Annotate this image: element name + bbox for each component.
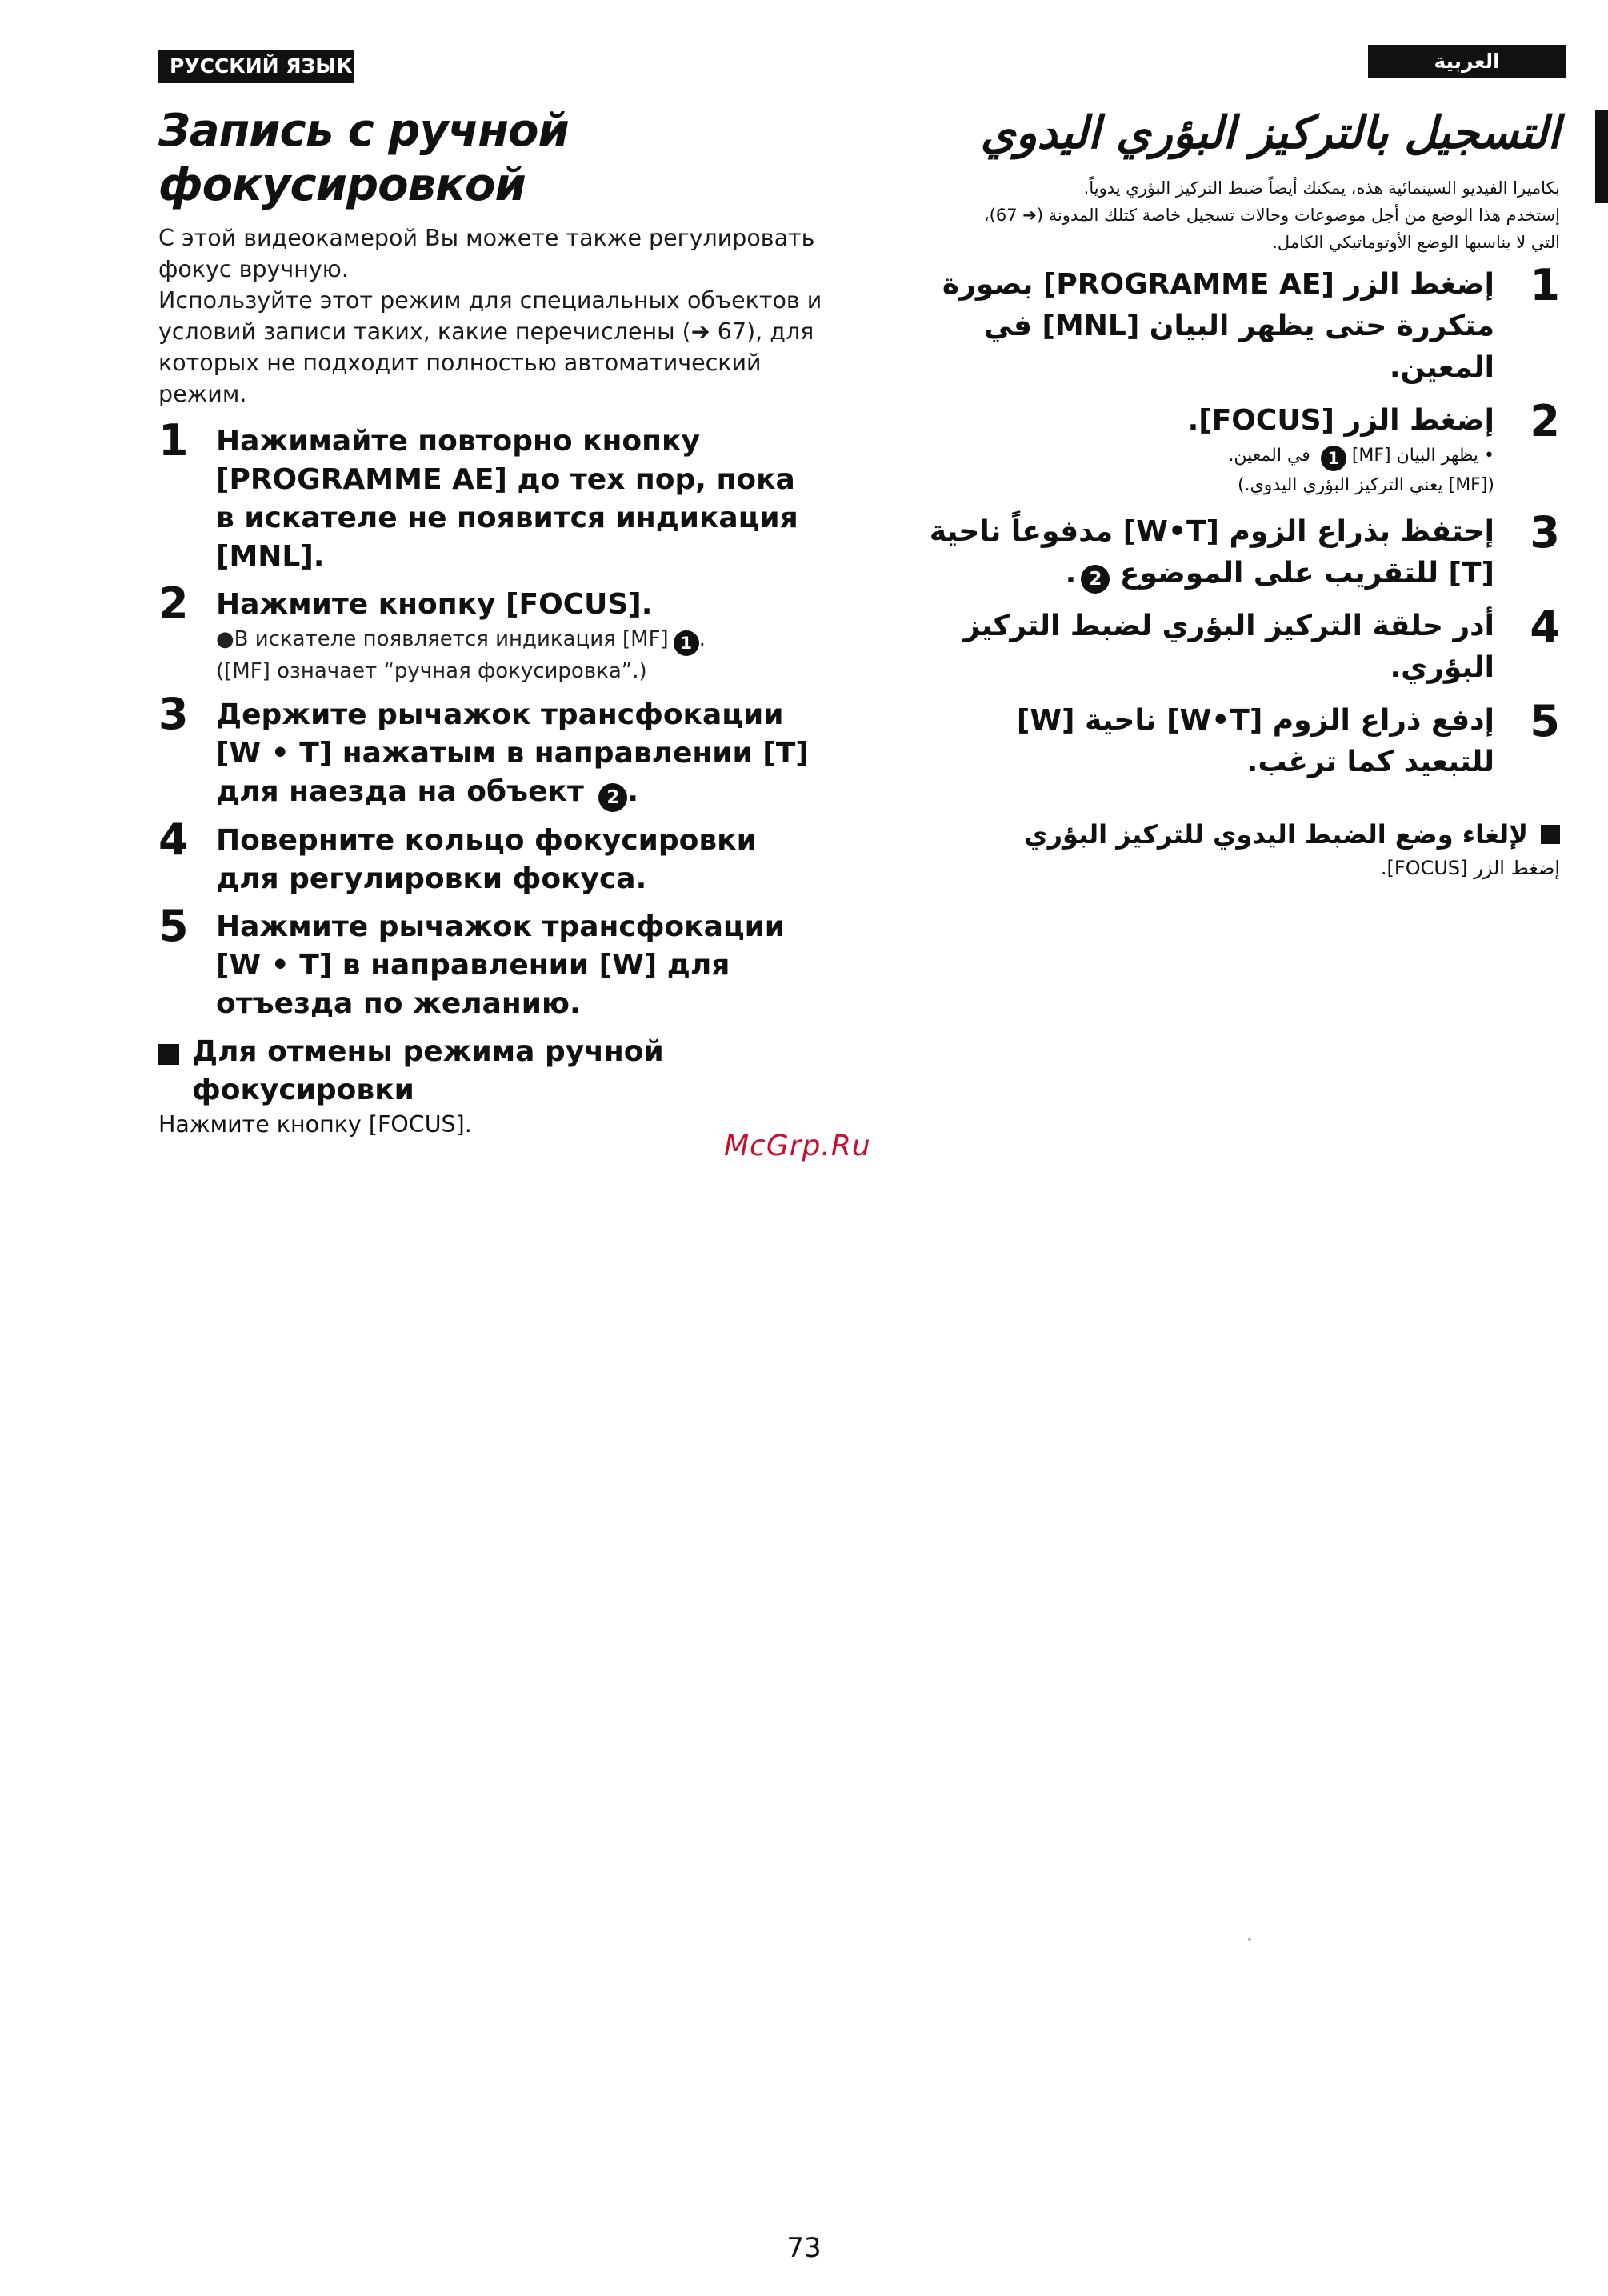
step-text (920, 511, 1494, 594)
step-2 (920, 396, 1560, 500)
step-number: 1 (1530, 260, 1560, 310)
steps-arabic (920, 260, 1560, 783)
scan-speck (1248, 1938, 1251, 1941)
step-number: 2 (1530, 396, 1560, 446)
section-edge-marker (1595, 110, 1608, 203)
callout-2-icon: 2 (598, 783, 627, 812)
step-1 (158, 415, 822, 576)
step-text: إدفع ذراع الزوم [W•T] ناحية [W] للتبعيد كما ترغب. (1016, 704, 1494, 778)
callout-2-icon: 2 (1081, 565, 1110, 594)
step-text-end: . (1065, 557, 1077, 590)
language-tag-russian: РУССКИЙ ЯЗЫК (158, 50, 354, 83)
step-number: 1 (158, 415, 189, 466)
page-number: 73 (786, 2232, 822, 2264)
step-number: 2 (158, 578, 189, 629)
cancel-heading-arabic (920, 815, 1560, 854)
step-note-end: . (698, 627, 706, 651)
arabic-column (920, 104, 1560, 882)
step-text-main: إحتفظ بذراع الزوم [W•T] مدفوعاً ناحية [T] للتقريب على الموضوع (929, 515, 1494, 590)
step-text: Нажмите кнопку [FOCUS]. (216, 588, 653, 621)
step-text: أدر حلقة التركيز البؤري لضبط التركيز البؤري. (963, 610, 1494, 684)
step-note (920, 442, 1494, 471)
intro-arabic (920, 174, 1560, 256)
square-bullet-icon (158, 1044, 179, 1065)
callout-1-icon: 1 (1321, 446, 1346, 471)
step-3 (158, 689, 822, 812)
step-note-text: ●В искателе появляется индикация [MF] (216, 627, 669, 651)
cancel-heading-text: لإلغاء وضع الضبط اليدوي للتركيز البؤري (1024, 819, 1528, 850)
cancel-body-russian: Нажмите кнопку [FOCUS]. (158, 1111, 472, 1138)
step-text-end: . (627, 775, 639, 808)
step-number: 3 (1530, 507, 1560, 558)
cancel-heading-russian (158, 1033, 822, 1110)
intro-paragraph: Используйте этот режим для специальных объектов и условий записи таких, какие перечислены (➔ 67), для которых не подходит полностью автоматический режим. (158, 287, 822, 407)
callout-1-icon: 1 (674, 630, 699, 656)
step-text: إضغط الزر [FOCUS]. (1187, 404, 1494, 437)
step-note (216, 624, 822, 656)
intro-russian (158, 222, 822, 410)
step-number: 5 (158, 901, 189, 951)
step-number: 4 (1530, 602, 1560, 652)
intro-line: بكاميرا الفيديو السينمائية هذه، يمكنك أيضاً ضبط التركيز البؤري يدوياً. (1083, 178, 1560, 198)
step-text: Нажимайте повторно кнопку [PROGRAMME AE] до тех пор, пока в искателе не появится индикация [MNL]. (216, 425, 798, 573)
step-text (216, 696, 822, 812)
step-5 (920, 696, 1560, 783)
page-title-russian: Запись с ручной фокусировкой (158, 105, 569, 211)
watermark: McGrp.Ru (724, 1130, 871, 1162)
step-note: ([MF] يعني التركيز البؤري اليدوي.) (1237, 475, 1494, 495)
page-title-arabic: التسجيل بالتركيز البؤري اليدوي (980, 107, 1560, 159)
steps-russian (158, 415, 822, 1023)
step-number: 4 (158, 814, 189, 865)
intro-paragraph: С этой видеокамерой Вы можете также регулировать фокус вручную. (158, 225, 815, 282)
step-1 (920, 260, 1560, 389)
step-3 (920, 507, 1560, 594)
step-text: Нажмите рычажок трансфокации [W • T] в направлении [W] для отъезда по желанию. (216, 910, 786, 1020)
language-tag-arabic: العربية (1368, 45, 1566, 78)
step-text: Поверните кольцо фокусировки для регулировки фокуса. (216, 824, 757, 895)
cancel-body-arabic: إضغط الزر [FOCUS]. (1380, 857, 1560, 879)
intro-line: إستخدم هذا الوضع من أجل موضوعات وحالات تسجيل خاصة كتلك المدونة (➔ 67)، (983, 206, 1560, 225)
step-number: 5 (1530, 696, 1560, 746)
square-bullet-icon (1541, 825, 1560, 844)
step-5 (158, 901, 822, 1023)
step-2 (158, 578, 822, 686)
cancel-heading-text: Для отмены режима ручной фокусировки (192, 1035, 664, 1106)
step-note: ([MF] означает “ручная фокусировка”.) (216, 659, 647, 683)
step-number: 3 (158, 689, 189, 739)
step-text-main: Держите рычажок трансфокации [W • T] нажатым в направлении [T] для наезда на объект (216, 698, 809, 808)
step-4 (158, 814, 822, 898)
step-text: إضغط الزر [PROGRAMME AE] بصورة متكررة حتى يظهر البيان [MNL] في المعين. (942, 268, 1494, 384)
russian-column (158, 104, 822, 1140)
step-4 (920, 602, 1560, 689)
step-note-text: • يظهر البيان [MF] (1351, 446, 1494, 466)
intro-line: التي لا يناسبها الوضع الأوتوماتيكي الكامل. (1272, 233, 1560, 252)
step-note-end: في المعين. (1228, 446, 1310, 466)
